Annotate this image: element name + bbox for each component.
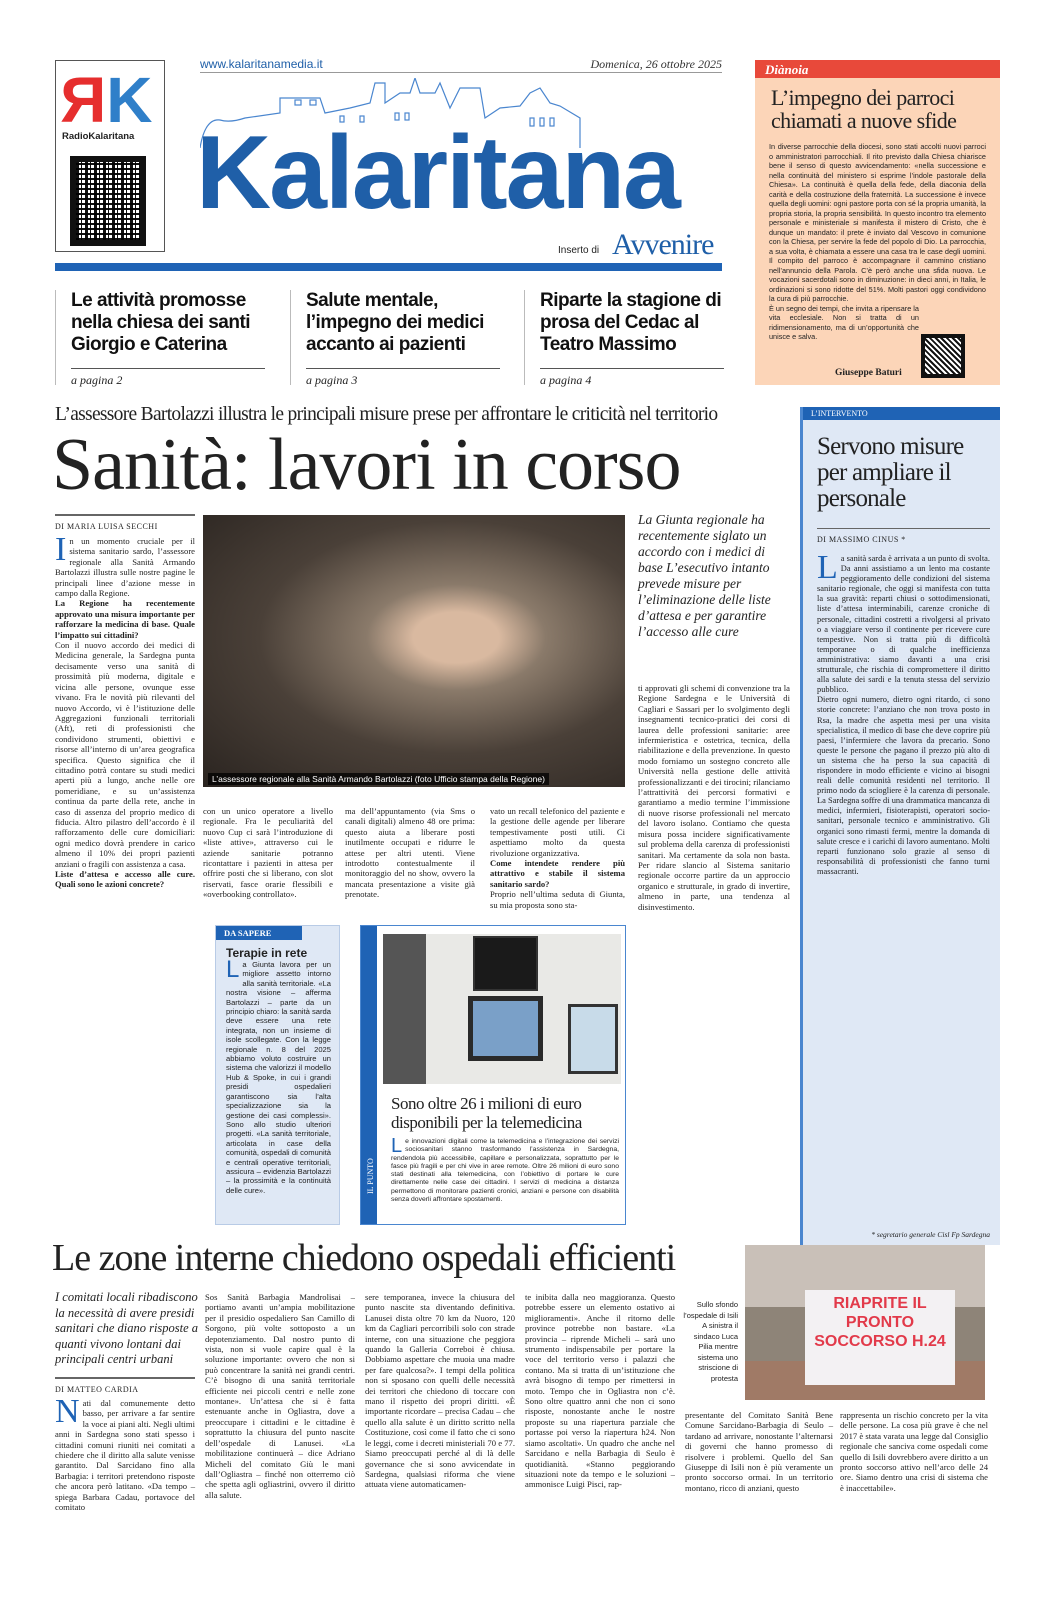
- protest-photo-caption: Sullo sfondo l’ospedale di Isili A sinistra il sindaco Luca Pilia mentre sistema uno striscione di protesta: [683, 1300, 738, 1383]
- teaser-title: Le attività promosse nella chiesa dei santi Giorgio e Caterina: [71, 290, 251, 355]
- da-sapere-label: DA SAPERE: [216, 926, 302, 940]
- question-2: Liste d’attesa e accesso alle cure. Quali sono le azioni concrete?: [55, 869, 195, 890]
- second-headline: Le zone interne chiedono ospedali efficienti: [52, 1237, 676, 1279]
- da-sapere-title: Terapie in rete: [226, 946, 308, 960]
- second-deck: I comitati locali ribadiscono la necessità di avere presidi sanitari che diano risposte a quanti vivono lontani dai principali centri urbani: [55, 1290, 199, 1366]
- il-punto-label: IL PUNTO: [366, 1158, 375, 1194]
- dianoia-body-end: È un segno dei tempi, che invita a ripensare la vita ecclesiale. Non si tratta di un ridimensionamento, ma di un’opportunità che unisce e salva.: [769, 303, 919, 341]
- bartolazzi-photo: [203, 515, 625, 787]
- telemedicine-photo: [383, 934, 621, 1084]
- issue-date: Domenica, 26 ottobre 2025: [590, 57, 722, 71]
- answer-3: Proprio nell’ultima seduta di Giunta, su mia proposta sono sta-: [490, 889, 625, 910]
- masthead-title: Kalaritana: [196, 115, 679, 231]
- qr-code-icon[interactable]: [70, 156, 146, 246]
- da-sapere-body: a Giunta lavora per un migliore assetto intorno alla sanità territoriale. «La nostra visione – afferma Bartolazzi – parte da un principio chiaro: la sanità sarda deve essere una rete integrata, non un insieme di isole scollegate. Con la legge regionale n. 8 del 2025 abbiamo voluto costruire un sistema che valorizzi il modello Hub & Spoke, in cui i grandi presidi ospedalieri garantiscono sia l’alta specializzazione sia la gestione dei casi complessi». Sono allo studio ulteriori progetti. «La sanità territoriale, articolata in case della comunità, ospedali di comunità e centrali operative territoriali, assicura – evidenzia Bartolazzi – la prossimità e la continuità delle cure».: [226, 960, 331, 1195]
- protest-banner: RIAPRITE IL PRONTO SOCCORSO H.24: [805, 1290, 955, 1385]
- question-1: La Regione ha recentemente approvato una misura importante per rafforzare la medicina di base. Quale l’impatto sui cittadini?: [55, 598, 195, 640]
- main-column-3: ma dell’appuntamento (via Sms o canali digitali) almeno 48 ore prima: questo aiuta a liberare posti inutilmente occupati e ridurre le attese per altri utenti. Viene introdotto contestualmente il monitoraggio del no show, ovvero la mancata presentazione a visite già prenotate.: [345, 806, 475, 900]
- website-link[interactable]: www.kalaritanamedia.it: [200, 57, 323, 71]
- main-byline: DI MARIA LUISA SECCHI: [55, 514, 195, 531]
- protest-photo: [745, 1245, 985, 1400]
- il-punto-title: Sono oltre 26 i milioni di euro disponibili per la telemedicina: [391, 1094, 582, 1132]
- dianoia-author: Giuseppe Baturi: [835, 368, 902, 378]
- teaser-page-3[interactable]: [290, 290, 500, 385]
- teaser-page-ref: a pagina 3: [306, 368, 500, 388]
- intervento-body: a sanità sarda è arrivata a un punto di svolta. Da anni assistiamo a un lento ma costante peggioramento delle condizioni del sistema sanitario regionale, che oggi si manifesta con tutta la sua gravità: reparti chiusi o sottodimensionati, liste d’attesa interminabili, carenze croniche di personale, cittadini costretti a rivolgersi al privato o a viaggiare verso il continente per ricevere cure tempestive. Non si tratta più di difficoltà temporanee o di qualche inefficienza amministrativa: siamo davanti a una crisi strutturale, che rischia di compromettere il diritto alla salute dei sardi e la tenuta stessa del servizio pubblico.: [817, 554, 990, 695]
- main-column-5: ti approvati gli schemi di convenzione tra la Regione Sardegna e le Università di Cagliari e Sassari per lo svolgimento degli insegnamenti tecnico-pratici dei corsi di laurea delle professioni sanitarie: aree infermieristica e ostetrica, tecnica, della riabilitazione e della prevenzione. In questo modo forniamo un sostegno concreto alle Università nella gestione delle attività professionalizzanti e dei tirocini; rilanciamo l’attrattività dei percorsi formativi e garantiamo a medio termine l’immissione di nuove risorse professionali nel mercato del lavoro isolano. Contiamo che questa misura possa incidere significativamente sul problema della carenza di professionisti sanitari. Ma certamente da sola non basta. Per ridare slancio al Sistema sanitario regionale occorre partire da un approccio organico e strutturale, in grado di invertire, almeno in parte, una tendenza al disinvestimento.: [638, 683, 790, 912]
- intervento-title: Servono misure per ampliare il personale: [817, 433, 964, 512]
- main-lead: n un momento cruciale per il sistema sanitario sardo, l’assessore regionale alla Sanità Armando Bartolazzi illustra sulle nostre pagine le principali linee d’azione messe in campo dalla Regione.: [55, 536, 195, 599]
- second-byline: DI MATTEO CARDIA: [55, 1377, 195, 1394]
- il-punto-body: e innovazioni digitali come la telemedicina e l’integrazione dei servizi sociosanitari stanno trasformando l’assistenza in Sardegna, rendendola più accessibile, capillare e personalizzata, soprattutto per le fasce più fragili e per chi vive in aree remote. Oltre 26 milioni di euro sono stati destinati alla telemedicina, con l’obiettivo di portare le cure direttamente nelle case dei cittadini. I servizi di medicina a distanza permettono di monitorare pazienti cronici, anziani e persone con disabilità senza doverli affrontare spostamenti.: [391, 1138, 619, 1204]
- answer-1: Con il nuovo accordo dei medici di Medicina generale, la Sardegna punta decisamente verso una sanità di prossimità più moderna, digitale e vicina alle persone, ovunque esse vivano. Fra le novità più rilevanti del nuovo Accordo, vi è l’istituzione delle Aggregazioni funzionali territoriali (Aft), reti di professionisti che condividono strumenti, obiettivi e risorse all’interno di un’area geografica specifica. Questo significa che il cittadino potrà contare su studi medici aperti più a lungo, anche nelle ore pomeridiane, e su un’assistenza continua da parte della rete, anche in caso di assenza del proprio medico di fiducia. Altro pilastro dell’accordo è il rafforzamento delle cure domiciliari: ogni medico dovrà prendere in carico almeno il 10% dei propri pazienti anziani o fragili con assistenza a casa.: [55, 640, 195, 869]
- dianoia-body: In diverse parrocchie della diocesi, sono stati accolti nuovi parroci o amministratori parrocchiali. Il rito previsto dalla Chiesa chiarisce bene il senso di questo avvicendamento: «nella successione e nella continuità del ministero si esprime l’indole pastorale della Chiesa». La continuità è quella della fede, della diaconia della carità e della costruzione della fraternità. La successione è invece quella degli uomini: ogni pastore porta con sé la propria umanità, la propria storia, la propria sensibilità. In questo incontro tra elemento personale e ministeriale si manifesta il mistero di Cristo, che è dunque un mandato: il prete è inviato dal Vescovo in comunione con la Chiesa, per servire la fede del popolo di Dio. La parrocchia, a sua volta, è chiamata a essere una casa tra le case degli uomini. Il compito del parroco è accompagnare il cammino cristiano nell’annuncio della Parola. C’è però anche una sfida nuova. Le vocazioni sacerdotali sono in diminuzione: in dieci anni, in Italia, le ordinazioni si sono ridotte del 51%. Molti pastori oggi condividono la cura di più parrocchie.: [769, 142, 987, 303]
- intervento-signature: * segretario generale Cisl Fp Sardegna: [871, 1230, 990, 1239]
- second-column-2: Sos Sanità Barbagia Mandrolisai – portiamo avanti un’ampia mobilitazione per il presidio ospedaliero San Camillo di Sorgono, più volte sottoposto a un depotenziamento. Dal nostro punto di vista, non si vuole capire qual è la soluzione importante: ovvero che non si può concentrare la sanità nei grandi centri. C’è bisogno di una sanità territoriale efficiente nei piccoli centri e nelle zone montane». Un’attesa che si è fatta estenuante anche in Ogliastra, dove a preoccupare i cittadini e le cittadine è soprattutto la chiusura del punto nascite dell’ospedale di Lanusei. «La mobilitazione continuerà – dice Adriano Micheli del comitato Giù le mani dall’Ogliastra – finché non otterremo ciò che spetta agli ogliastrini, ovvero il diritto alla salute.: [205, 1292, 355, 1500]
- qr-code-icon[interactable]: [921, 334, 965, 378]
- teaser-page-ref: a pagina 2: [71, 368, 265, 388]
- intervento-body-2: Dietro ogni numero, dietro ogni ritardo, ci sono storie concrete: l’anziano che non trova posto in Rsa, la madre che aspetta mesi per una visita specialistica, il medico di base che deve coprire più paesi, l’infermiere che lavora da precario. Sono queste le persone che pagano il prezzo più alto di un sistema che ha perso la sua capacità di rispondere in modo efficiente e vicino ai bisogni reali delle comunità residenti nel territorio. Il primo nodo da sciogliere è la carenza di personale. La Sardegna soffre di una drammatica mancanza di medici, infermieri, fisioterapisti, operatori socio-sanitari, personale tecnico e amministrativo. Gli organici sono rimasti fermi, mentre la domanda di salute cresce e i carichi di lavoro aumentano. Molti reparti funzionano solo grazie al senso di responsabilità di professionisti che fanno turni massacranti.: [817, 695, 990, 876]
- dianoia-label: Diànoia: [755, 60, 1000, 78]
- insert-label: Inserto di: [558, 245, 600, 256]
- second-column-4: te inibita dalla neo maggioranza. Questo potrebbe essere un elemento ostativo ai miglioramenti». Anche il ritorno delle province potrebbe non bastare. «La provincia – riprende Micheli – sarà uno strumento indispensabile per portare la voce del territorio verso i palazzi che contano. Ma si tratta di un’istituzione che avrà bisogno di tempo per rimettersi in moto. Tempo che in Ogliastra non c’è. Sono oltre quattro anni che non ci sono risposte, nonostante anche le nostre proposte su una riapertura parziale che portasse poi verso la riapertura h24. Non siamo ascoltati». Un quadro che anche nel Sarcidano e nella Barbagia di Seulo è quotidianità. «Stanno peggiorando situazioni note da tempo e le soluzioni – ammonisce Luigi Pisci, rap-: [525, 1292, 675, 1490]
- dianoia-box: [755, 60, 1000, 385]
- main-headline: Sanità: lavori in corso: [52, 424, 681, 506]
- masthead-bar: [55, 263, 722, 271]
- teaser-page-2[interactable]: [55, 290, 265, 385]
- second-column-6: rappresenta un rischio concreto per la vita delle persone. La cosa più grave è che nel 2017 è stata varata una legge dal Consiglio regionale che sanciva come ospedali come quello di Isili dovrebbero avere diritto a un pronto soccorso attivo nell’arco delle 24 ore. Siamo dentro una crisi di sistema che è inaccettabile».: [840, 1410, 988, 1493]
- main-kicker: L’assessore Bartolazzi illustra le principali misure prese per affrontare le criticità nel territorio: [55, 404, 718, 425]
- avvenire-logo: Avvenire: [612, 228, 714, 261]
- masthead-rule: [200, 72, 722, 73]
- radio-kalaritana-logo-box: [55, 60, 165, 252]
- teaser-title: Salute mentale, l’impegno dei medici accanto ai pazienti: [306, 290, 484, 355]
- radio-logo-text: RadioKalaritana: [62, 131, 135, 142]
- photo-caption: L’assessore regionale alla Sanità Armando Bartolazzi (foto Ufficio stampa della Regione): [208, 773, 549, 785]
- il-punto-sidebar: [361, 926, 377, 1224]
- question-3: Come intendete rendere più attrattivo e stabile il sistema sanitario sardo?: [490, 858, 625, 889]
- intervento-byline: DI MASSIMO CINUS *: [817, 528, 990, 544]
- teaser-page-ref: a pagina 4: [540, 368, 724, 388]
- teaser-page-4[interactable]: [524, 290, 724, 385]
- rk-logo-icon: RK: [66, 64, 147, 136]
- teaser-title: Riparte la stagione di prosa del Cedac al Teatro Massimo: [540, 290, 722, 355]
- main-column-1: I n un momento cruciale per il sistema sanitario sardo, l’assessore regionale alla Sanità Armando Bartolazzi illustra sulle nostre pagine le principali linee d’azione messe in campo dalla Regione. La Regione ha recentemente approvato una misura importante per rafforzare la medicina di base. Quale l’impatto sui cittadini? Con il nuovo accordo dei medici di Medicina generale, la Sardegna punta decisamente verso una sanità di prossimità più moderna, digitale e vicina alle persone, ovunque esse vivano. Fra le novità più rilevanti del nuovo Accordo, vi è l’istituzione delle Aggregazioni funzionali territoriali (Aft), reti di professionisti che condividono strumenti, obiettivi e risorse all’interno di un’area geografica specifica. Questo significa che il cittadino potrà contare su studi medici aperti più a lungo, anche nelle ore pomeridiane, e su un’assistenza continua da parte della rete, anche in caso di assenza del proprio medico di fiducia. Altro pilastro dell’accordo è il rafforzamento delle cure domiciliari: ogni medico dovrà prendere in carico almeno il 10% dei propri pazienti anziani o fragili con assistenza a casa. Liste d’attesa e accesso alle cure. Quali sono le azioni concrete?: [55, 536, 195, 890]
- il-punto-box: IL PUNTO Sono oltre 26 i milioni di euro disponibili per la telemedicina L e innovazioni digitali come la telemedicina e l’integrazione dei servizi sociosanitari stanno trasformando l’assistenza in Sardegna, rendendola più accessibile, capillare e personalizzata, soprattutto per le fasce più fragili e per chi vive in aree remote. Oltre 26 milioni di euro sono stati destinati alla telemedicina, con l’obiettivo di portare le cure direttamente nelle case dei cittadini. I servizi di medicina a distanza permettono di monitorare pazienti cronici, anziani e persone con disabilità senza doverli affrontare spostamenti.: [360, 925, 626, 1225]
- second-column-1: N ati dal comunemente detto basso, per arrivare a far sentire la voce ai piani alti. Negli ultimi anni in Sardegna sono stati spesso i cittadini comuni riuniti nei comitati a chiedere che il diritto alla salute venisse garantito. Dal Sarcidano fino alla Barbagia: i territori pretendono risposte che ancora però latitano. «Da tempo – spiega Barbara Cadau, portavoce del comitato: [55, 1393, 195, 1513]
- second-column-3: sere temporanea, invece la chiusura del punto nascite sta diventando definitiva. Lanusei dista oltre 70 km da Nuoro, 120 km da Cagliari percorribili solo con strade interne, con una situazione che peggiora quando la Galleria Correboi è chiusa. Dobbiamo aspettare che muoia una madre per fare qualcosa?». I tempi della politica non si sposano con quelli delle necessità dei territori che chiedono di toccare con mano il rispetto dei propri diritti. «È importante ricordare – precisa Cadau – che quello alla salute è un diritto scritto nella Costituzione, così come il fatto che ci sono le leggi, come i decreti ministeriali 70 e 77. Siamo preoccupati perché al di là delle governance che si sono avvicendate in Sardegna, qualsiasi riforma che viene attuata viene automaticamen-: [365, 1292, 515, 1490]
- pull-quote: La Giunta regionale ha recentemente siglato un accordo con i medici di base L’esecutivo intanto prevede misure per l’eliminazione delle liste d’attesa e per garantire l’accesso alle cure: [638, 512, 771, 639]
- intervento-box: L’INTERVENTO Servono misure per ampliare il personale DI MASSIMO CINUS * L a sanità sarda è arrivata a un punto di svolta. Da anni assistiamo a un lento ma costante peggioramento delle condizioni del sistema sanitario regionale, che oggi si manifesta con tutta la sua gravità: reparti chiusi o sottodimensionati, liste d’attesa interminabili, carenze croniche di personale, cittadini costretti a rivolgersi al privato o a viaggiare verso il continente per ricevere cure tempestive. Non si tratta più di difficoltà temporanee o di qualche inefficienza amministrativa: siamo davanti a una crisi strutturale, che rischia di compromettere il diritto alla salute dei sardi e la tenuta stessa del servizio pubblico. Dietro ogni numero, dietro ogni ritardo, ci sono storie concrete: l’anziano che non trova posto in Rsa, la madre che aspetta mesi per una visita specialistica, il medico di base che deve coprire più paesi, l’infermiere che lavora da precario. Sono queste le persone che pagano il prezzo più alto di un sistema che ha perso la sua capacità di rispondere in modo efficiente e vicino ai bisogni reali delle comunità residenti nel territorio. Il primo nodo da sciogliere è la carenza di personale. La Sardegna soffre di una drammatica mancanza di medici, infermieri, fisioterapisti, operatori socio-sanitari, personale tecnico e amministrativo. Gli organici sono rimasti fermi, mentre la domanda di salute cresce e i carichi di lavoro aumentano. Molti reparti funzionano solo grazie al senso di responsabilità di professionisti che fanno turni massacranti. * segretario generale Cisl Fp Sardegna: [800, 407, 1000, 1245]
- second-column-5: presentante del Comitato Sanità Bene Comune Sarcidano-Barbagia di Seulo – tardano ad arrivare, nonostante l’alternarsi di governi che hanno promesso di risolvere i problemi. Quello del San Giuseppe di Isili non è più veramente un pronto soccorso ormai. In un territorio montano, ricco di anziani, questo: [685, 1410, 833, 1493]
- da-sapere-box: DA SAPERE Terapie in rete L a Giunta lavora per un migliore assetto intorno alla sanità territoriale. «La nostra visione – afferma Bartolazzi – parte da un principio chiaro: la sanità sarda deve essere una rete integrata, non un insieme di isole scollegate. Con la legge regionale n. 8 del 2025 abbiamo voluto costruire un sistema che valorizzi il modello Hub & Spoke, in cui i grandi presidi ospedalieri garantiscono sia l’alta specializzazione sia la gestione dei casi complessi». Sono allo studio ulteriori progetti. «La sanità territoriale, articolata in case della comunità, ospedali di comunità e centrali operative territoriali, assicura – evidenzia Bartolazzi – la prossimità e la continuità delle cure».: [215, 925, 340, 1225]
- main-column-4: vato un recall telefonico del paziente e la gestione delle agende per liberare tempestivamente posti utili. Ci aspettiamo molto da questa rivoluzione organizzativa. Come intendete rendere più attrattivo e stabile il sistema sanitario sardo? Proprio nell’ultima seduta di Giunta, su mia proposta sono sta-: [490, 806, 625, 910]
- intervento-label: L’INTERVENTO: [803, 407, 1000, 420]
- main-column-2: con un unico operatore a livello regionale. Fra le peculiarità del nuovo Cup ci sarà l’introduzione di «liste attive», attraverso cui le aziende sanitarie potranno ricontattare i pazienti in attesa per offrire posti che si liberano, con slot riservati, fasce orarie flessibili e «overbooking controllato».: [203, 806, 333, 900]
- dianoia-title: L’impegno dei parroci chiamati a nuove sfide: [771, 85, 957, 133]
